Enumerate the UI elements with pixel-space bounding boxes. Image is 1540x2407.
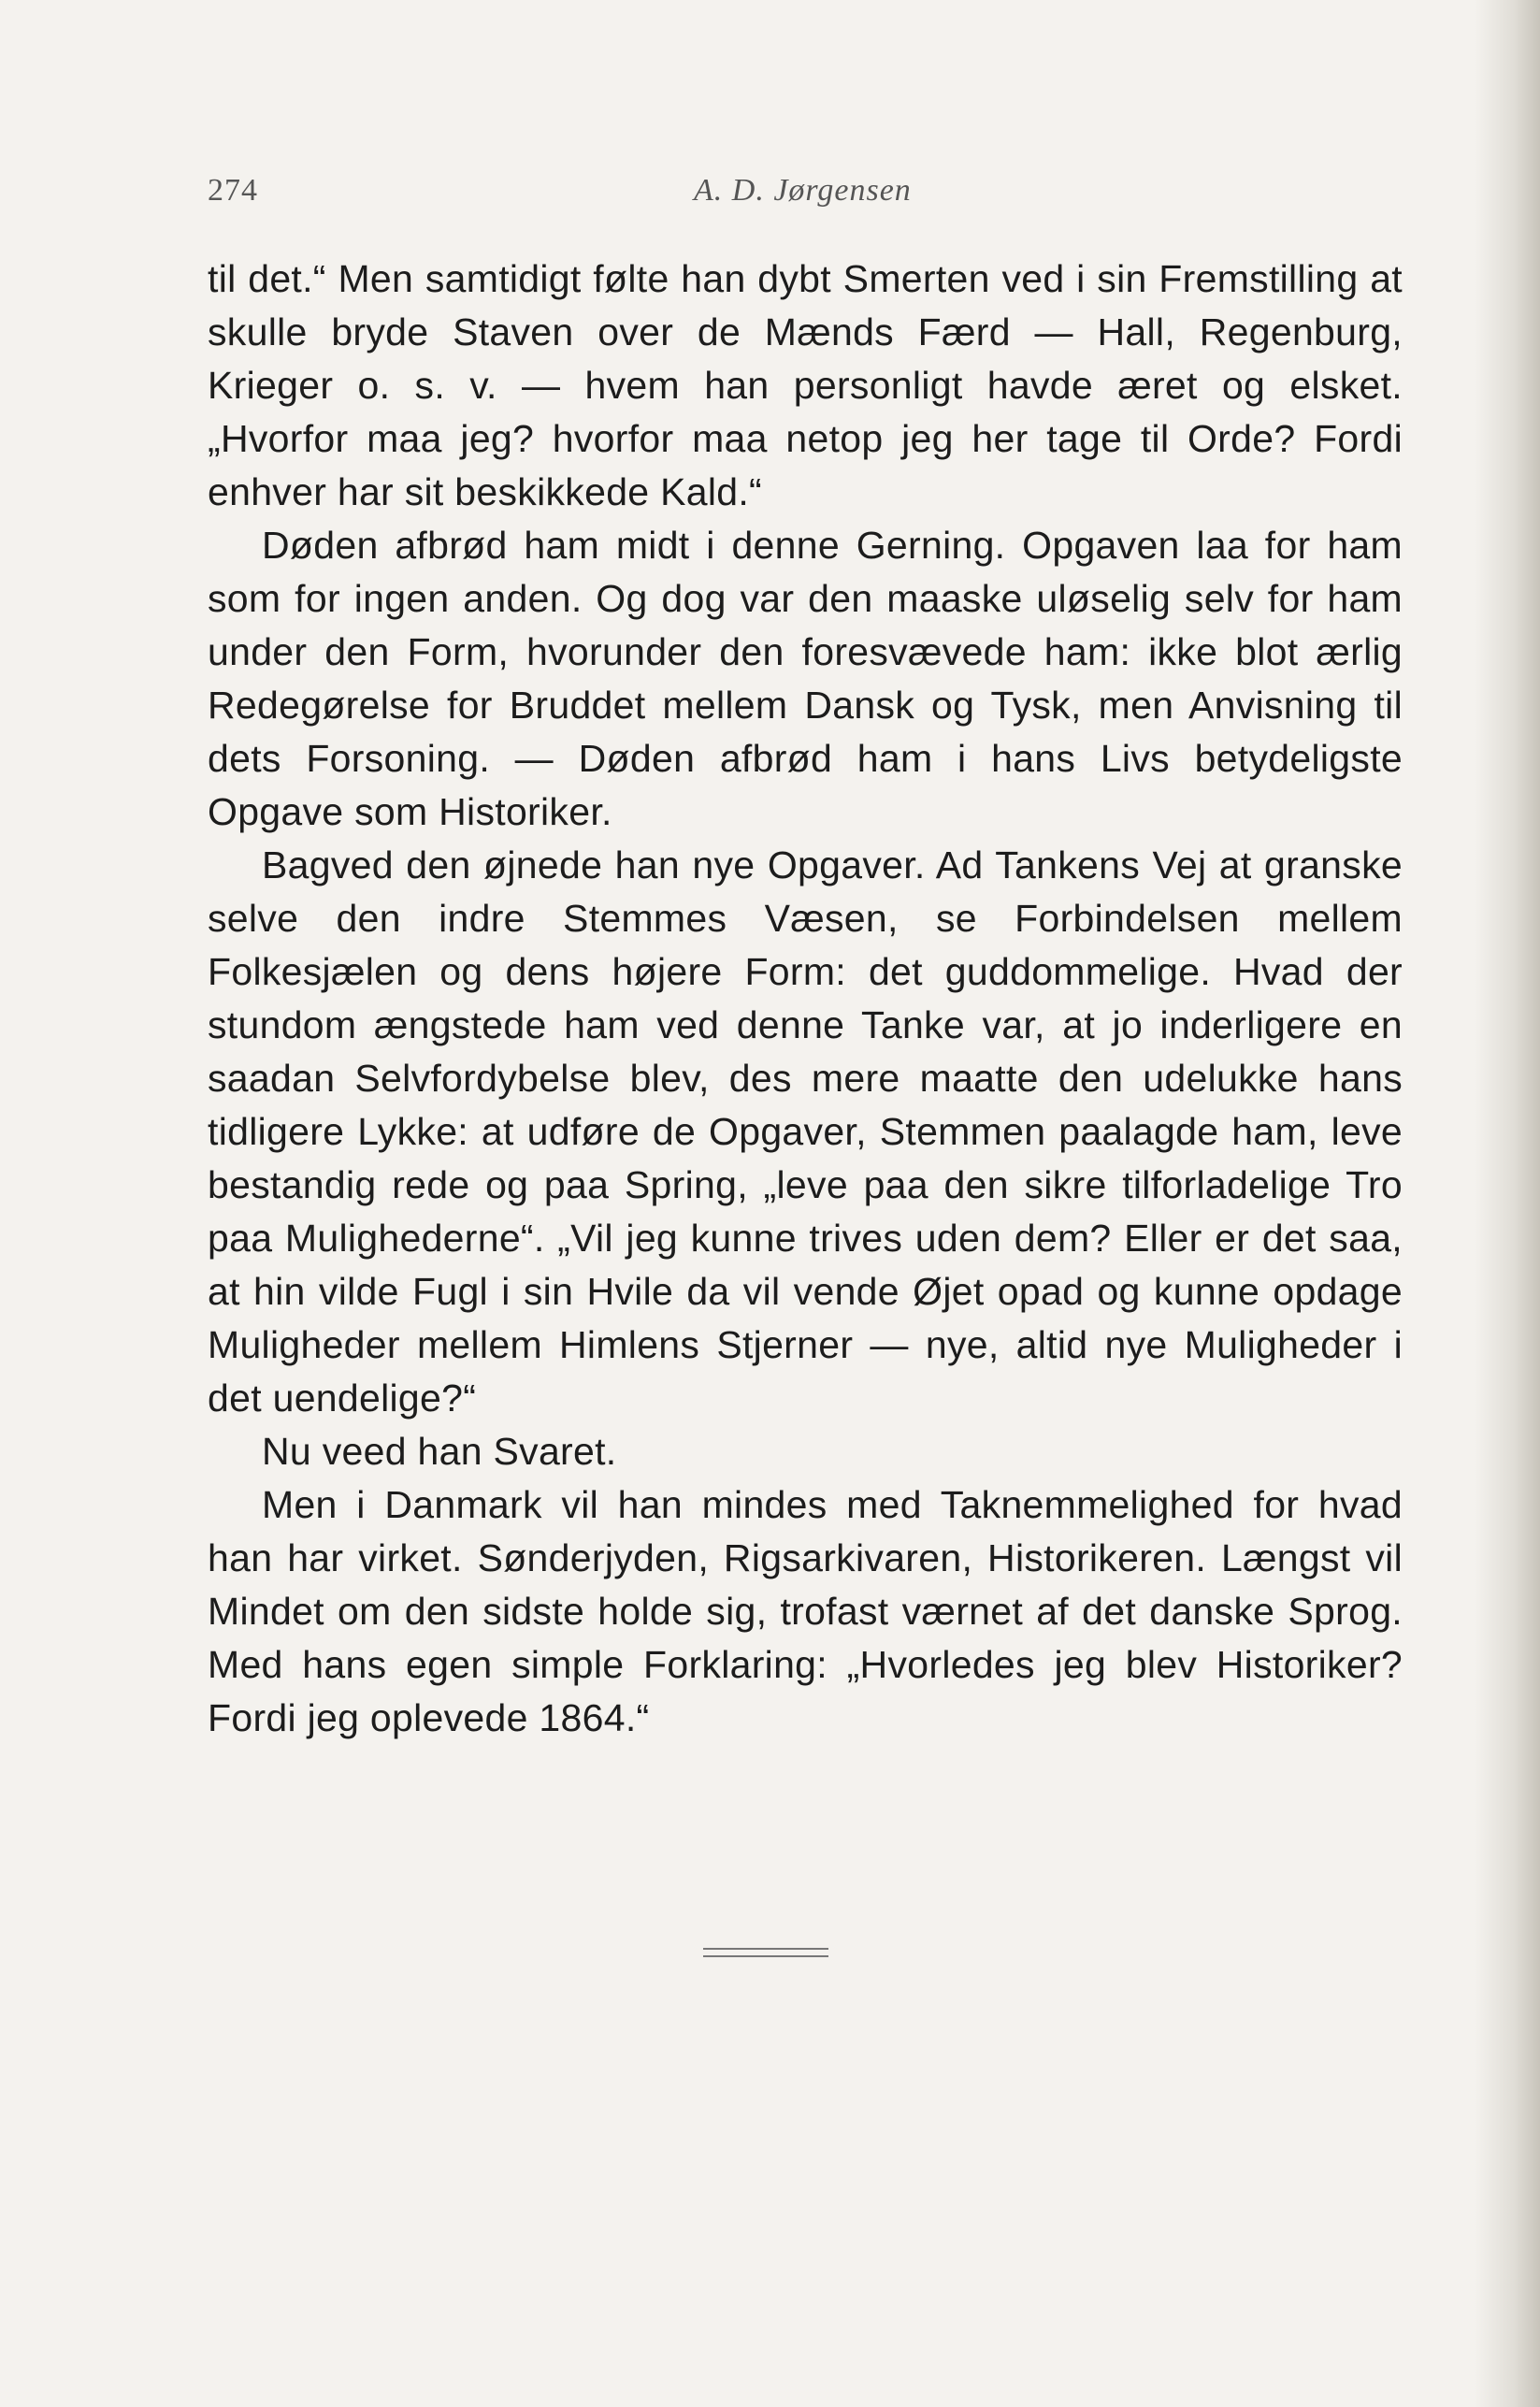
paragraph: Døden afbrød ham midt i denne Gerning. Opgaven laa for ham som for ingen anden. Og dog var den maaske uløselig selv for ham under den Form, hvorunder den foresvævede ham: ikke blot ærlig Redegørelse for Bruddet mellem Dansk og Tysk, men Anvisning til dets Forsoning. — Døden afbrød ham i hans Livs betydeligste Opgave som Historiker.: [208, 524, 1403, 833]
paragraph: Nu veed han Svaret.: [262, 1430, 617, 1473]
body-text: [208, 252, 1403, 1745]
running-head: A. D. Jørgensen: [694, 173, 912, 208]
page-edge-shadow: [1475, 0, 1540, 2407]
page-number: 274: [208, 173, 258, 208]
paragraph: Bagved den øjnede han nye Opgaver. Ad Tankens Vej at granske selve den indre Stemmes Væsen, se Forbindelsen mellem Folkesjælen og dens højere Form: det guddommelige. Hvad der stundom ængstede ham ved denne Tanke var, at jo inderligere en saadan Selvfordybelse blev, des mere maatte den udelukke hans tidligere Lykke: at udføre de Opgaver, Stemmen paalagde ham, leve bestandig rede og paa Spring, „leve paa den sikre tilforladelige Tro paa Mulighederne“. „Vil jeg kunne trives uden dem? Eller er det saa, at hin vilde Fugl i sin Hvile da vil vende Øjet opad og kunne opdage Muligheder mellem Himlens Stjerner — nye, altid nye Muligheder i det uendelige?“: [208, 843, 1403, 1420]
page-header: [208, 173, 1403, 220]
paragraph: til det.“ Men samtidigt følte han dybt Smerten ved i sin Fremstilling at skulle bryde Staven over de Mænds Færd — Hall, Regenburg, Krieger o. s. v. — hvem han personligt havde æret og elsket. „Hvorfor maa jeg? hvorfor maa netop jeg her tage til Orde? Fordi enhver har sit beskikkede Kald.“: [208, 257, 1403, 513]
paragraph: Men i Danmark vil han mindes med Taknemmelighed for hvad han har virket. Sønderjyden, Rigsarkivaren, Historikeren. Længst vil Mindet om den sidste holde sig, trofast værnet af det danske Sprog. Med hans egen simple Forklaring: „Hvorledes jeg blev Historiker? Fordi jeg oplevede 1864.“: [208, 1483, 1403, 1739]
end-rule-divider: [703, 1948, 828, 1957]
